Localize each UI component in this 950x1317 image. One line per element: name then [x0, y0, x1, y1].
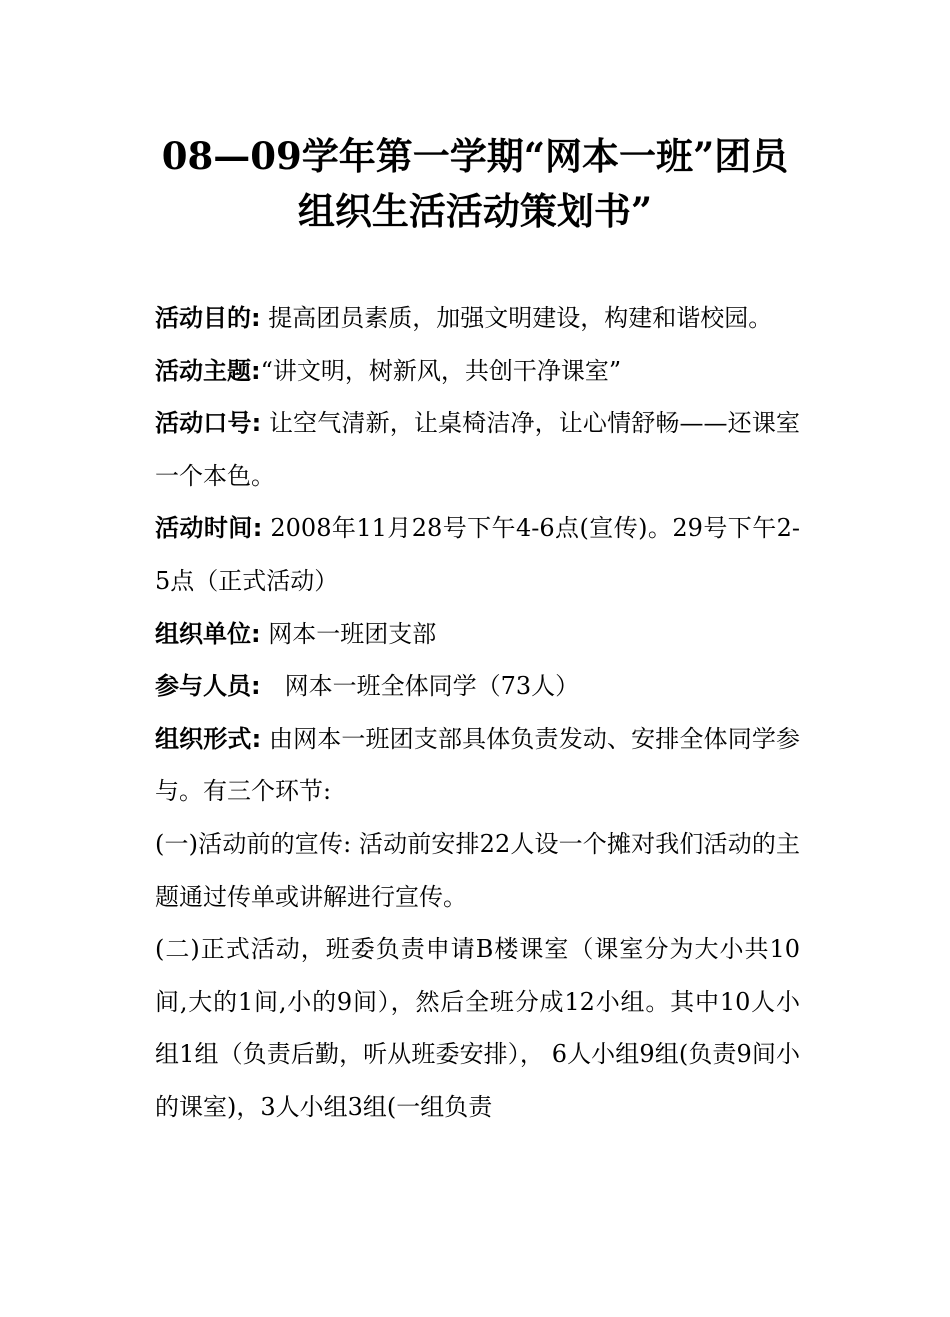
section-label: 组织形式: [155, 724, 262, 753]
section-text: 提高团员素质，加强文明建设，构建和谐校园。 [260, 304, 773, 332]
section-purpose [155, 292, 800, 345]
section-label: 参与人员: [155, 672, 261, 701]
section-text: 由网本一班团支部具体负责发动、安排全体同学参与。有三个环节: [155, 724, 800, 806]
section-text: 让空气清新，让桌椅洁净，让心情舒畅——还课室一个本色。 [155, 409, 800, 490]
section-participants [155, 660, 800, 713]
section-label: 组织单位: [155, 619, 261, 648]
section-label: 活动目的: [155, 304, 261, 332]
section-format [155, 713, 800, 818]
section-organizer [155, 608, 800, 661]
section-slogan [155, 397, 800, 502]
section-theme [155, 345, 800, 398]
section-text: 2008年11月28号下午4-6点(宣传)。29号下午2-5点（正式活动） [155, 514, 800, 595]
section-text: 网本一班团支部 [260, 619, 437, 648]
document-title-line-1: 08—09学年第一学期“网本一班”团员 [161, 134, 789, 178]
section-label: 活动口号: [155, 409, 262, 438]
section-label: 活动主题: [155, 356, 261, 385]
section-label: 活动时间: [155, 514, 263, 543]
document-title-line-2: 组织生活活动策划书” [297, 189, 653, 233]
list-item-main-activity: (二)正式活动，班委负责申请B楼课室（课室分为大小共10间,大的1间,小的9间），然后全班分成12小组。其中10人小组1组（负责后勤，听从班委安排）， 6人小组9组(负责9间小的课室)，3人小组3组(一组负责 [155, 935, 800, 1121]
section-text: “讲文明，树新风，共创干净课室” [260, 356, 622, 385]
section-text: 网本一班全体同学（73人） [260, 672, 580, 701]
list-item-pre-activity: (一)活动前的宣传: 活动前安排22人设一个摊对我们活动的主题通过传单或讲解进行宣传。 [155, 829, 800, 911]
document-body [155, 292, 800, 1134]
section-time [155, 502, 800, 607]
